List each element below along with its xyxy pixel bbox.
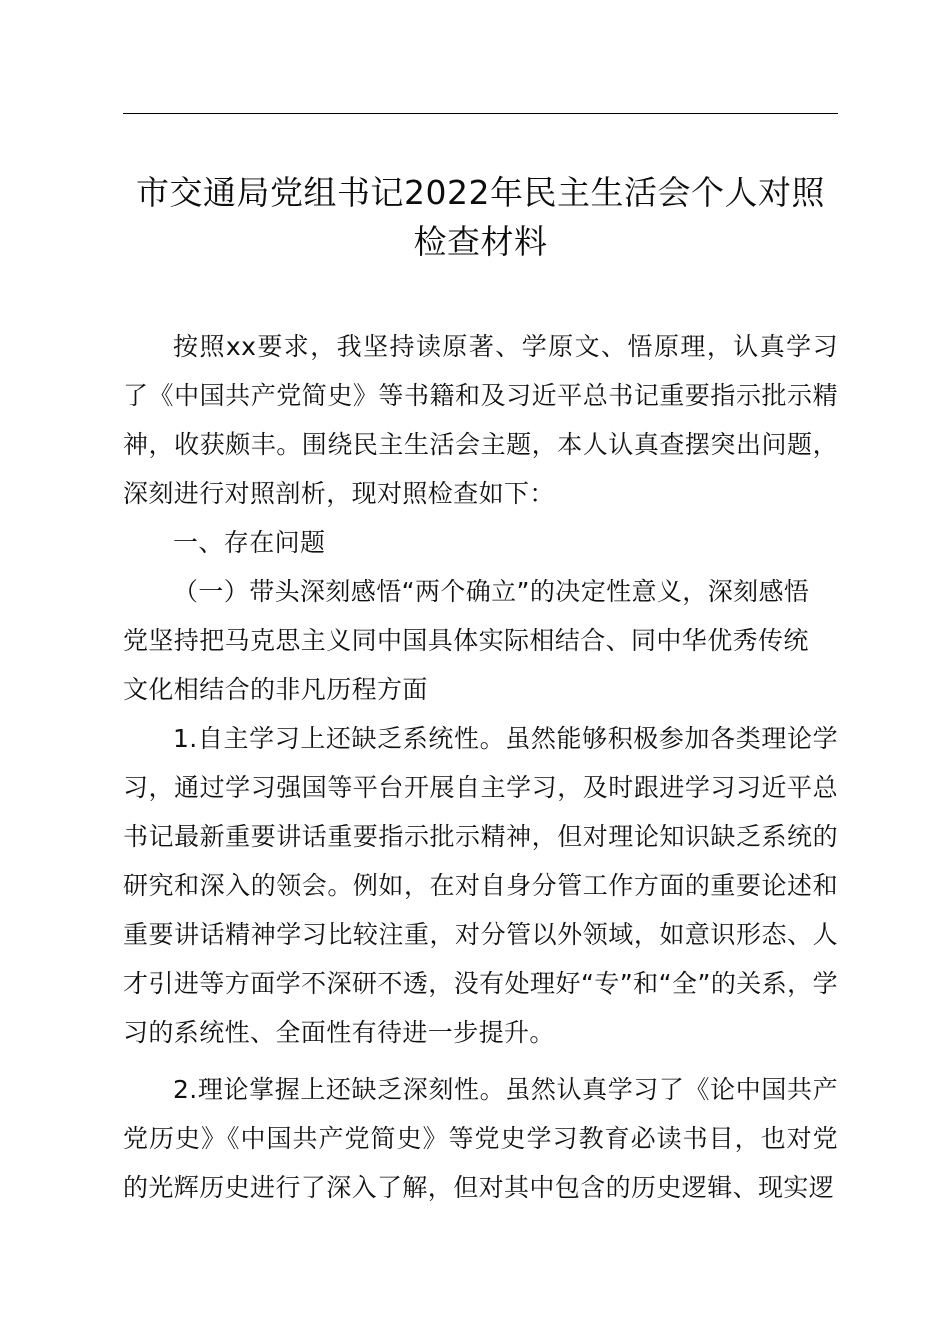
section-heading: 一、存在问题 [173, 528, 326, 557]
point-1-paragraph: 1.自主学习上还缺乏系统性。虽然能够积极参加各类理论学习，通过学习强国等平台开展自主学习，及时跟进学习习近平总书记最新重要讲话重要指示批示精神，但对理论知识缺乏系统的研究和深入的领会。例如，在对自身分管工作方面的重要论述和重要讲话精神学习比较注重，对分管以外领域，如意识形态、人才引进等方面学不深研不透，没有处理好“专”和“全”的关系，学习的系统性、全面性有待进一步提升。 [123, 724, 838, 1047]
point-2-paragraph: 2.理论掌握上还缺乏深刻性。虽然认真学习了《论中国共产党历史》《中国共产党简史》等党史学习教育必读书目，也对党的光辉历史进行了深入了解，但对其中包含的历史逻辑、现实逻 [123, 1075, 838, 1202]
subsection-heading: （一）带头深刻感悟“两个确立”的决定性意义，深刻感悟党坚持把马克思主义同中国具体实际相结合、同中华优秀传统文化相结合的非凡历程方面 [123, 577, 810, 704]
paragraph-gap [123, 1057, 838, 1065]
header-rule [123, 113, 838, 114]
document-body [123, 322, 838, 1212]
document-title: 市交通局党组书记2022年民主生活会个人对照检查材料 [136, 173, 825, 261]
intro-paragraph: 按照xx要求，我坚持读原著、学原文、悟原理，认真学习了《中国共产党简史》等书籍和及习近平总书记重要指示批示精神，收获颇丰。围绕民主生活会主题，本人认真查摆突出问题，深刻进行对照剖析，现对照检查如下： [123, 332, 838, 508]
